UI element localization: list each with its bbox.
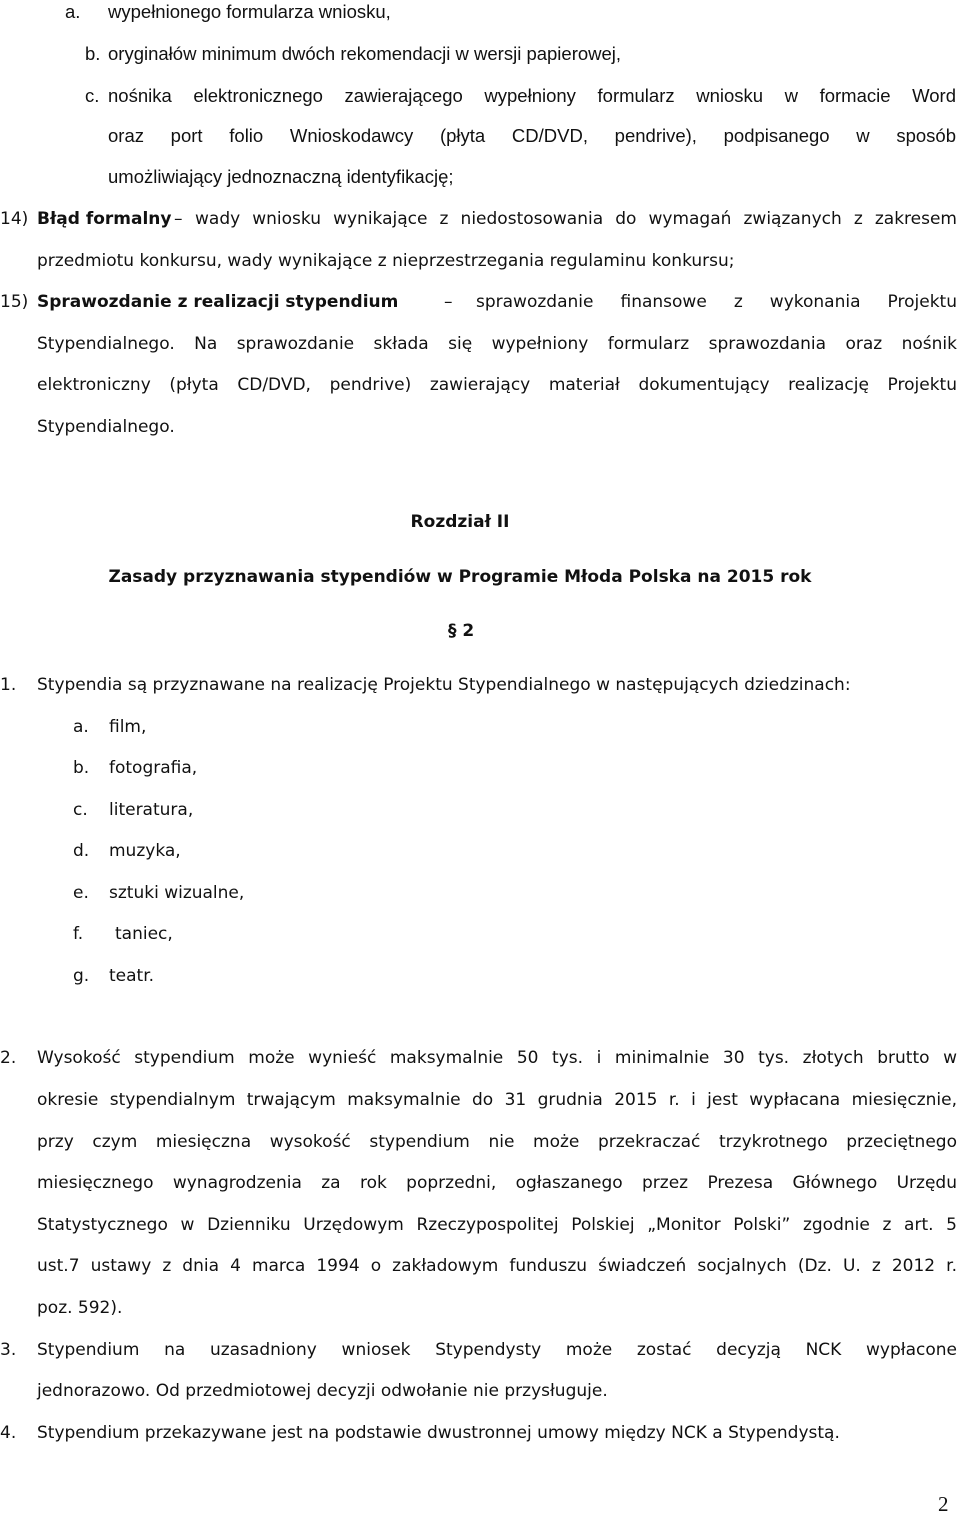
section-sign: § 2: [448, 621, 475, 641]
field-marker-f: f.: [73, 924, 84, 944]
field-marker-d: d.: [73, 841, 90, 861]
point-2-line1: Wysokość stypendium może wynieść maksymalnie 50 tys. i minimalnie 30 tys. złotych brutto w: [37, 1048, 957, 1068]
point-2-line5: Statystycznego w Dzienniku Urzędowym Rzeczypospolitej Polskiej „Monitor Polski” zgodnie z art. 5: [37, 1215, 957, 1235]
definition-14-dash: –: [174, 209, 183, 229]
point-2-line7: poz. 592).: [37, 1298, 123, 1318]
field-item-sztuki-wizualne: sztuki wizualne,: [109, 883, 245, 903]
page-number: 2: [938, 1492, 949, 1516]
field-item-muzyka: muzyka,: [109, 841, 181, 861]
point-1-number: 1.: [0, 675, 17, 695]
point-3-line2: jednorazowo. Od przedmiotowej decyzji odwołanie nie przysługuje.: [37, 1381, 608, 1401]
point-4-number: 4.: [0, 1423, 17, 1443]
field-item-teatr: teatr.: [109, 966, 155, 986]
definition-15-term: Sprawozdanie z realizacji stypendium: [37, 292, 399, 312]
list-item-c-line1: nośnika elektronicznego zawierającego wypełniony formularz wniosku w formacie Word: [108, 85, 956, 106]
definition-15-number: 15): [0, 292, 29, 312]
chapter-subtitle: Zasady przyznawania stypendiów w Programie Młoda Polska na 2015 rok: [108, 567, 812, 587]
field-marker-b: b.: [73, 758, 90, 778]
point-1-text: Stypendia są przyznawane na realizację Projektu Stypendialnego w następujących dziedzinach:: [37, 675, 851, 695]
field-item-taniec: taniec,: [115, 924, 173, 944]
point-2-line4: miesięcznego wynagrodzenia za rok poprzedni, ogłaszanego przez Prezesa Głównego Urzędu: [37, 1173, 957, 1193]
list-marker-c: c.: [85, 85, 100, 106]
point-2-number: 2.: [0, 1048, 17, 1068]
point-4-text: Stypendium przekazywane jest na podstawie dwustronnej umowy między NCK a Stypendystą.: [37, 1423, 840, 1443]
point-2-line2: okresie stypendialnym trwającym maksymalnie do 31 grudnia 2015 r. i jest wypłacana miesięcznie,: [37, 1090, 957, 1110]
definition-15-line4: Stypendialnego.: [37, 417, 175, 437]
section-number: 2: [462, 621, 475, 641]
field-marker-c: c.: [73, 800, 88, 820]
point-2-line6: ust.7 ustawy z dnia 4 marca 1994 o zakładowym funduszu świadczeń socjalnych (Dz. U. z 2012 r.: [37, 1256, 957, 1276]
definition-14-line1: wady wniosku wynikające z niedostosowania do wymagań związanych z zakresem: [195, 209, 957, 229]
definition-14-term: Błąd formalny: [37, 209, 172, 229]
point-3-number: 3.: [0, 1340, 17, 1360]
list-item-c-line2: oraz port folio Wnioskodawcy (płyta CD/DVD, pendrive), podpisanego w sposób: [108, 125, 956, 146]
definition-15-line1: sprawozdanie finansowe z wykonania Projektu: [476, 292, 957, 312]
list-marker-a: a.: [65, 1, 81, 22]
field-item-fotografia: fotografia,: [109, 758, 198, 778]
definition-14-line2: przedmiotu konkursu, wady wynikające z nieprzestrzegania regulaminu konkursu;: [37, 251, 735, 271]
definition-14-number: 14): [0, 209, 29, 229]
chapter-title: Rozdział II: [410, 512, 510, 532]
list-marker-b: b.: [85, 43, 101, 64]
field-item-literatura: literatura,: [109, 800, 194, 820]
field-item-film: film,: [109, 717, 147, 737]
field-marker-g: g.: [73, 966, 90, 986]
field-marker-e: e.: [73, 883, 89, 903]
definition-15-line2: Stypendialnego. Na sprawozdanie składa się wypełniony formularz sprawozdania oraz nośnik: [37, 334, 957, 354]
list-item-a: wypełnionego formularza wniosku,: [108, 1, 391, 22]
definition-15-line3: elektroniczny (płyta CD/DVD, pendrive) zawierający materiał dokumentujący realizację Projektu: [37, 375, 957, 395]
list-item-b: oryginałów minimum dwóch rekomendacji w wersji papierowej,: [108, 43, 622, 64]
list-item-c-line3: umożliwiający jednoznaczną identyfikację;: [108, 166, 454, 187]
definition-15-dash: –: [444, 292, 453, 312]
point-3-line1: Stypendium na uzasadniony wniosek Stypendysty może zostać decyzją NCK wypłacone: [37, 1340, 957, 1360]
point-2-line3: przy czym miesięczna wysokość stypendium nie może przekraczać trzykrotnego przeciętnego: [37, 1132, 957, 1152]
field-marker-a: a.: [73, 717, 89, 737]
